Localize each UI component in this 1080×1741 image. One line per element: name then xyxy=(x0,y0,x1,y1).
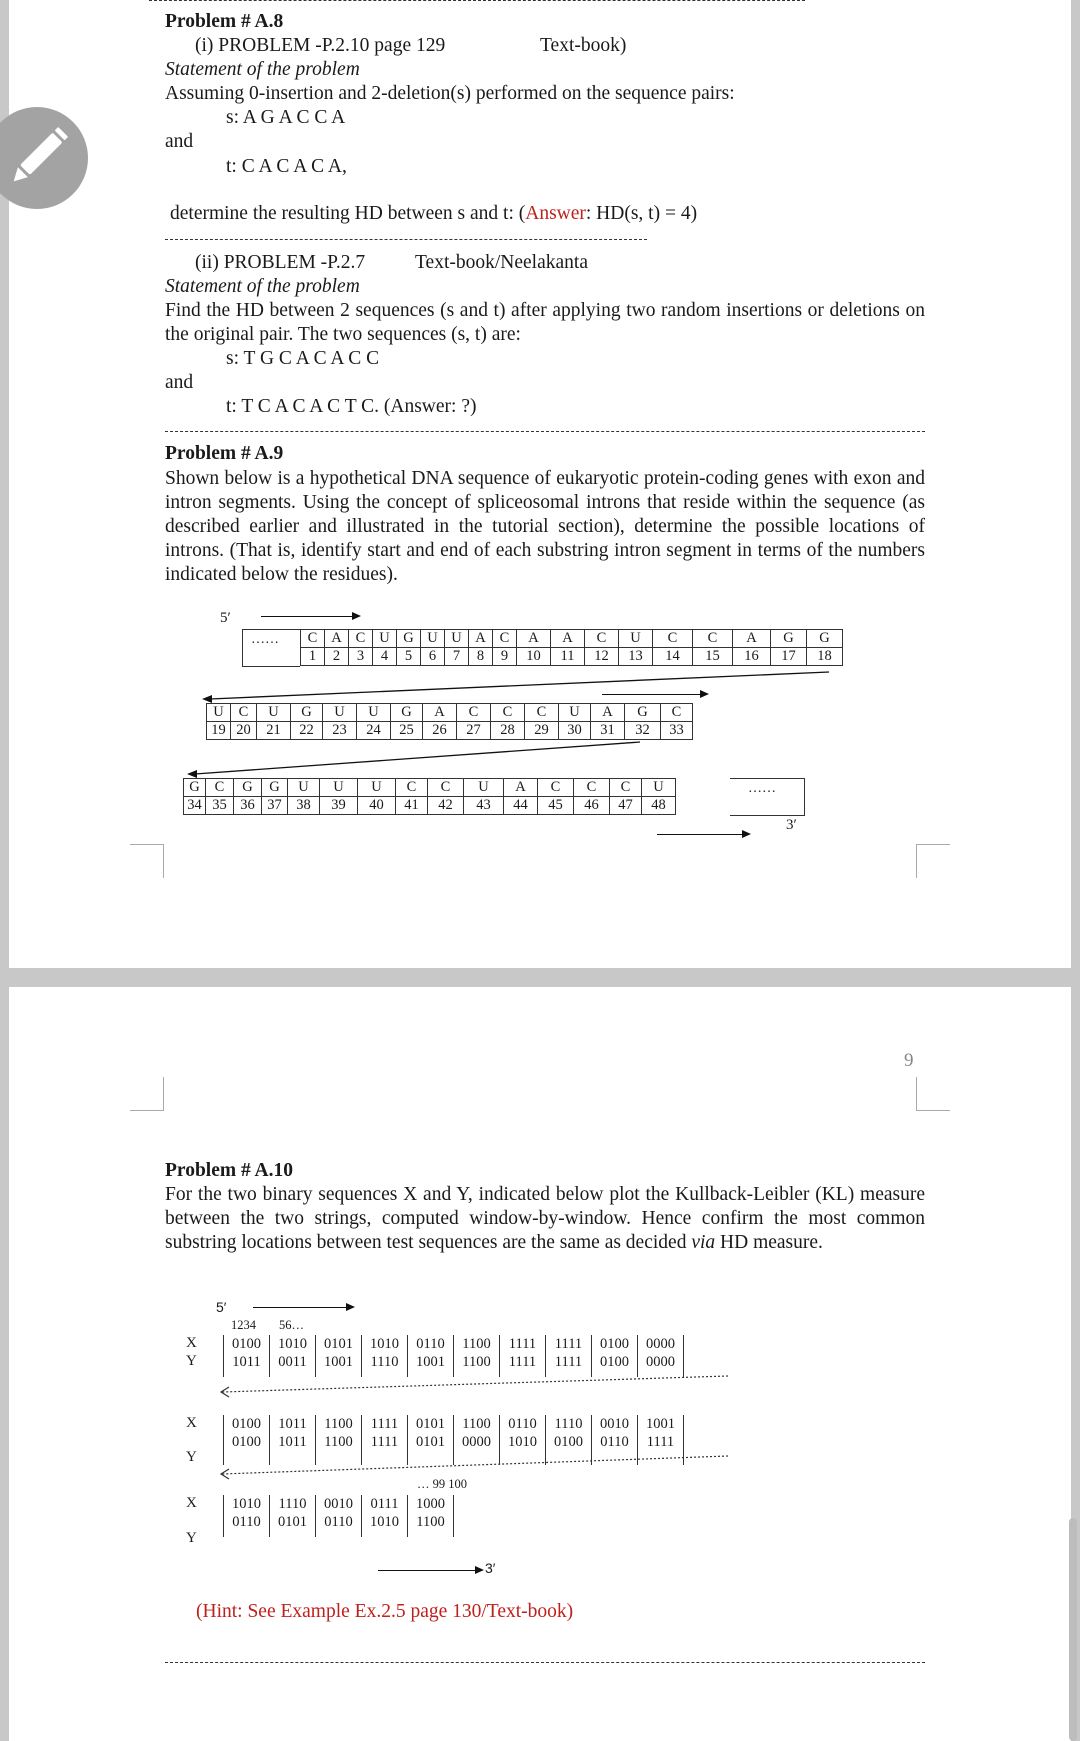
row1-base-cell: U xyxy=(421,630,445,648)
a9-direction-arrow-2 xyxy=(602,694,707,695)
a8-part2-source: Text-book/Neelakanta xyxy=(415,252,588,273)
row2-number-cell: 30 xyxy=(559,722,591,740)
edit-button[interactable] xyxy=(0,107,88,209)
block3-x-cell: 1110 xyxy=(270,1495,316,1513)
row2-number-cell: 31 xyxy=(591,722,625,740)
row2-base-cell: U xyxy=(323,704,357,722)
row3-base-cell: U xyxy=(320,779,358,797)
a9-wrap-line-1 xyxy=(210,672,829,699)
block2-x-cell: 1001 xyxy=(638,1415,684,1433)
row3-number-cell: 44 xyxy=(504,797,538,815)
block3-y-cell: 1100 xyxy=(408,1513,454,1531)
row3-number-cell: 37 xyxy=(262,797,288,815)
row3-base-cell: C xyxy=(206,779,234,797)
block2-x-cell: 0101 xyxy=(408,1415,454,1433)
row1-base-cell: C xyxy=(585,630,619,648)
a9-wrap-arrowhead-1 xyxy=(202,695,212,703)
row1-number-cell: 3 xyxy=(349,648,373,666)
row2-number-cell: 29 xyxy=(525,722,559,740)
block1-x-cell: 0100 xyxy=(592,1335,638,1353)
block3-x-cell: 1000 xyxy=(408,1495,454,1513)
block2-x-cell: 0010 xyxy=(592,1415,638,1433)
row2-number-cell: 24 xyxy=(357,722,391,740)
row3-number-cell: 36 xyxy=(234,797,262,815)
row2-base-cell: G xyxy=(625,704,661,722)
row1-base-cell: A xyxy=(733,630,771,648)
row1-number-cell: 9 xyxy=(493,648,517,666)
a10-y-label-3: Y xyxy=(186,1530,197,1546)
block3-y-cell: 0110 xyxy=(224,1513,270,1531)
row2-number-cell: 21 xyxy=(257,722,291,740)
a9-row3-table xyxy=(183,778,676,815)
row3-base-cell: A xyxy=(504,779,538,797)
row3-number-cell: 35 xyxy=(206,797,234,815)
block1-y-cell: 1111 xyxy=(500,1353,546,1371)
row3-base-cell: U xyxy=(464,779,504,797)
page-1 xyxy=(9,0,1071,968)
a8-part2-title: (ii) PROBLEM -P.2.7 xyxy=(195,252,366,273)
block1-y-cell: 1110 xyxy=(362,1353,408,1371)
row2-base-cell: U xyxy=(257,704,291,722)
a8-part1-source: Text-book) xyxy=(540,35,627,56)
block2-spacer-cell xyxy=(546,1451,592,1465)
block3-y-cell: 0110 xyxy=(316,1513,362,1531)
row3-base-cell: C xyxy=(538,779,574,797)
row2-number-cell: 25 xyxy=(391,722,423,740)
row3-number-cell: 34 xyxy=(184,797,206,815)
block2-spacer-cell xyxy=(638,1451,684,1465)
a10-pos-next: 56… xyxy=(279,1318,304,1332)
row3-base-cell: G xyxy=(184,779,206,797)
a10-x-label-2: X xyxy=(186,1415,197,1431)
block2-spacer-cell xyxy=(270,1451,316,1465)
row3-base-cell: U xyxy=(358,779,396,797)
a8-s-sequence: s: A G A C C A xyxy=(226,107,346,128)
block2-spacer-cell xyxy=(500,1451,546,1465)
block2-y-cell: 1111 xyxy=(638,1433,684,1451)
a10-x-label-3: X xyxy=(186,1495,197,1511)
a10-body-pre: For the two binary sequences X and Y, indicated below plot the Kullback-Leibler (KL) measure between the two strings, computed window-by-window. Hence confirm the most common substring locations between test sequences are the same as decided xyxy=(165,1184,925,1253)
row2-base-cell: U xyxy=(357,704,391,722)
block3-y-cell: 0101 xyxy=(270,1513,316,1531)
row1-number-cell: 1 xyxy=(301,648,325,666)
block2-x-cell: 1100 xyxy=(316,1415,362,1433)
row1-base-cell: C xyxy=(693,630,733,648)
row2-base-cell: G xyxy=(291,704,323,722)
a9-row2-table xyxy=(206,703,693,740)
row1-base-cell: G xyxy=(771,630,807,648)
block3-spacer-cell xyxy=(270,1531,316,1537)
block1-x-cell: 1010 xyxy=(362,1335,408,1353)
a8-heading: Problem # A.8 xyxy=(165,11,284,32)
row3-base-cell: G xyxy=(234,779,262,797)
a8-answer-word: Answer xyxy=(525,203,586,224)
block1-y-cell: 1011 xyxy=(224,1353,270,1371)
a10-five-prime: 5′ xyxy=(216,1299,227,1315)
row1-number-cell: 18 xyxy=(807,648,843,666)
row1-number-cell: 6 xyxy=(421,648,445,666)
block1-x-cell: 0100 xyxy=(224,1335,270,1353)
row3-base-cell: C xyxy=(610,779,642,797)
a8-statement-label: Statement of the problem xyxy=(165,59,360,80)
row1-base-cell: A xyxy=(469,630,493,648)
vertical-scrollbar[interactable] xyxy=(1069,1518,1077,1741)
a10-body-post: HD measure. xyxy=(715,1232,823,1253)
a8-and: and xyxy=(165,131,194,152)
row3-number-cell: 41 xyxy=(396,797,428,815)
block1-y-cell: 0011 xyxy=(270,1353,316,1371)
row2-number-cell: 19 xyxy=(207,722,231,740)
block1-y-cell: 1111 xyxy=(546,1353,592,1371)
block2-y-cell: 0101 xyxy=(408,1433,454,1451)
block1-y-cell: 0100 xyxy=(592,1353,638,1371)
row3-base-cell: U xyxy=(642,779,676,797)
block3-x-cell: 1010 xyxy=(224,1495,270,1513)
row2-base-cell: A xyxy=(423,704,457,722)
row3-base-cell: G xyxy=(262,779,288,797)
block1-x-cell: 1111 xyxy=(500,1335,546,1353)
a10-heading: Problem # A.10 xyxy=(165,1160,294,1181)
row2-base-cell: C xyxy=(525,704,559,722)
row1-number-cell: 4 xyxy=(373,648,397,666)
block1-x-cell: 1010 xyxy=(270,1335,316,1353)
row3-base-cell: C xyxy=(574,779,610,797)
row3-base-cell: C xyxy=(428,779,464,797)
a9-connector-lines xyxy=(9,0,1071,968)
block1-x-cell: 1111 xyxy=(546,1335,592,1353)
row3-number-cell: 43 xyxy=(464,797,504,815)
row3-base-cell: U xyxy=(288,779,320,797)
block2-spacer-cell xyxy=(316,1451,362,1465)
row2-number-cell: 32 xyxy=(625,722,661,740)
row2-number-cell: 27 xyxy=(457,722,491,740)
block3-x-cell: 0010 xyxy=(316,1495,362,1513)
a8-and-2: and xyxy=(165,372,194,393)
block2-y-cell: 1011 xyxy=(270,1433,316,1451)
block2-x-cell: 1110 xyxy=(546,1415,592,1433)
block2-x-cell: 1100 xyxy=(454,1415,500,1433)
row1-base-cell: C xyxy=(349,630,373,648)
row2-number-cell: 20 xyxy=(231,722,257,740)
row2-number-cell: 28 xyxy=(491,722,525,740)
block2-spacer-cell xyxy=(454,1451,500,1465)
a10-direction-arrow-2 xyxy=(378,1570,482,1571)
row2-base-cell: C xyxy=(661,704,693,722)
row1-number-cell: 13 xyxy=(619,648,653,666)
row3-number-cell: 47 xyxy=(610,797,642,815)
row1-base-cell: C xyxy=(301,630,325,648)
row3-number-cell: 45 xyxy=(538,797,574,815)
row3-number-cell: 39 xyxy=(320,797,358,815)
block1-y-cell: 0000 xyxy=(638,1353,684,1371)
block2-x-cell: 0110 xyxy=(500,1415,546,1433)
row2-base-cell: U xyxy=(559,704,591,722)
a8-assume: Assuming 0-insertion and 2-deletion(s) performed on the sequence pairs: xyxy=(165,83,735,104)
block3-y-cell: 1010 xyxy=(362,1513,408,1531)
row1-base-cell: G xyxy=(397,630,421,648)
row3-number-cell: 40 xyxy=(358,797,396,815)
row2-number-cell: 23 xyxy=(323,722,357,740)
block2-y-cell: 1111 xyxy=(362,1433,408,1451)
row1-base-cell: U xyxy=(619,630,653,648)
a9-body: Shown below is a hypothetical DNA sequence of eukaryotic protein-coding genes with exon and intron segments. Using the concept of spliceosomal introns that reside within the sequence (as described earlier and illustrated in the tutorial section), determine the possible locations of introns. (That is, identify start and end of each substring intron segment in terms of the numbers indicated below the residues). xyxy=(165,468,925,585)
row1-number-cell: 10 xyxy=(517,648,551,666)
a10-x-label-1: X xyxy=(186,1335,197,1351)
row2-base-cell: C xyxy=(457,704,491,722)
row1-base-cell: U xyxy=(373,630,397,648)
row3-number-cell: 46 xyxy=(574,797,610,815)
block1-x-cell: 0110 xyxy=(408,1335,454,1353)
a8-determine-pre: determine the resulting HD between s and t: ( xyxy=(170,203,526,224)
a10-y-label-1: Y xyxy=(186,1353,197,1369)
row1-number-cell: 7 xyxy=(445,648,469,666)
block3-x-cell: 0111 xyxy=(362,1495,408,1513)
block2-spacer-cell xyxy=(408,1451,454,1465)
block2-y-cell: 0100 xyxy=(224,1433,270,1451)
row2-number-cell: 22 xyxy=(291,722,323,740)
row3-number-cell: 42 xyxy=(428,797,464,815)
pencil-icon xyxy=(0,107,88,209)
row1-base-cell: C xyxy=(493,630,517,648)
a8-find: Find the HD between 2 sequences (s and t) after applying two random insertions or deletions on the original pair. The two sequences (s, t) are: xyxy=(165,300,925,345)
row1-number-cell: 15 xyxy=(693,648,733,666)
row1-number-cell: 2 xyxy=(325,648,349,666)
block3-spacer-cell xyxy=(362,1531,408,1537)
a8-statement-label-2: Statement of the problem xyxy=(165,276,360,297)
block2-x-cell: 1111 xyxy=(362,1415,408,1433)
a10-connector-lines xyxy=(9,987,1071,1741)
block1-y-cell: 1001 xyxy=(316,1353,362,1371)
block1-y-cell: 1001 xyxy=(408,1353,454,1371)
a10-block-2 xyxy=(223,1415,684,1465)
row2-base-cell: G xyxy=(391,704,423,722)
a10-hint: (Hint: See Example Ex.2.5 page 130/Text-book) xyxy=(196,1601,574,1622)
row1-base-cell: A xyxy=(551,630,585,648)
block2-y-cell: 1010 xyxy=(500,1433,546,1451)
block2-spacer-cell xyxy=(592,1451,638,1465)
block3-spacer-cell xyxy=(316,1531,362,1537)
row2-base-cell: C xyxy=(491,704,525,722)
a10-wrap-line-1 xyxy=(222,1376,728,1392)
page-number: 9 xyxy=(904,1050,914,1071)
a10-pos-end: … 99 100 xyxy=(417,1477,467,1491)
block2-y-cell: 0000 xyxy=(454,1433,500,1451)
crop-mark-left xyxy=(130,844,164,878)
block2-y-cell: 1100 xyxy=(316,1433,362,1451)
a9-wrap-arrowhead-2 xyxy=(187,770,197,778)
block2-y-cell: 0100 xyxy=(546,1433,592,1451)
page-2 xyxy=(9,987,1071,1741)
row1-base-cell: U xyxy=(445,630,469,648)
a9-row3-ellipsis-cell xyxy=(730,778,805,816)
a10-divider xyxy=(165,1662,925,1663)
a9-wrap-line-2 xyxy=(195,742,640,774)
a10-body-via: via xyxy=(691,1232,716,1253)
row2-number-cell: 33 xyxy=(661,722,693,740)
row3-number-cell: 48 xyxy=(642,797,676,815)
a8-determine-post: : HD(s, t) = 4) xyxy=(585,203,698,224)
a10-y-label-2: Y xyxy=(186,1449,197,1465)
a10-pos-start: 1234 xyxy=(231,1318,256,1332)
row1-number-cell: 12 xyxy=(585,648,619,666)
block2-x-cell: 0100 xyxy=(224,1415,270,1433)
a9-three-prime: 3′ xyxy=(786,817,797,833)
row1-base-cell: A xyxy=(325,630,349,648)
row1-base-cell: G xyxy=(807,630,843,648)
row2-number-cell: 26 xyxy=(423,722,457,740)
a10-three-prime: 3′ xyxy=(485,1560,496,1576)
a9-five-prime: 5′ xyxy=(220,610,231,626)
row1-base-cell: A xyxy=(517,630,551,648)
block2-spacer-cell xyxy=(362,1451,408,1465)
a8-t-sequence: t: C A C A C A, xyxy=(226,156,347,177)
a9-row3-ellipsis: …… xyxy=(748,781,776,796)
block2-spacer-cell xyxy=(224,1451,270,1465)
a8-s2-sequence: s: T G C A C A C C xyxy=(226,348,380,369)
a9-row1-ellipsis: …… xyxy=(251,632,279,647)
row2-base-cell: A xyxy=(591,704,625,722)
block2-x-cell: 1011 xyxy=(270,1415,316,1433)
row1-base-cell: C xyxy=(653,630,693,648)
row1-number-cell: 14 xyxy=(653,648,693,666)
row3-number-cell: 38 xyxy=(288,797,320,815)
row2-base-cell: C xyxy=(231,704,257,722)
row1-number-cell: 8 xyxy=(469,648,493,666)
a10-block-3 xyxy=(223,1495,454,1537)
row3-base-cell: C xyxy=(396,779,428,797)
block3-spacer-cell xyxy=(224,1531,270,1537)
block1-x-cell: 0101 xyxy=(316,1335,362,1353)
a8-part1-title: (i) PROBLEM -P.2.10 page 129 xyxy=(195,35,446,56)
row2-base-cell: U xyxy=(207,704,231,722)
row1-number-cell: 11 xyxy=(551,648,585,666)
row1-number-cell: 17 xyxy=(771,648,807,666)
block1-y-cell: 1100 xyxy=(454,1353,500,1371)
block3-spacer-cell xyxy=(408,1531,454,1537)
row1-number-cell: 5 xyxy=(397,648,421,666)
row1-number-cell: 16 xyxy=(733,648,771,666)
block1-x-cell: 1100 xyxy=(454,1335,500,1353)
a8-t2-sequence: t: T C A C A C T C. (Answer: ?) xyxy=(226,396,477,417)
a9-heading: Problem # A.9 xyxy=(165,443,284,464)
block1-x-cell: 0000 xyxy=(638,1335,684,1353)
a9-direction-arrow-3 xyxy=(657,834,749,835)
crop-mark-right xyxy=(916,844,950,878)
block2-y-cell: 0110 xyxy=(592,1433,638,1451)
